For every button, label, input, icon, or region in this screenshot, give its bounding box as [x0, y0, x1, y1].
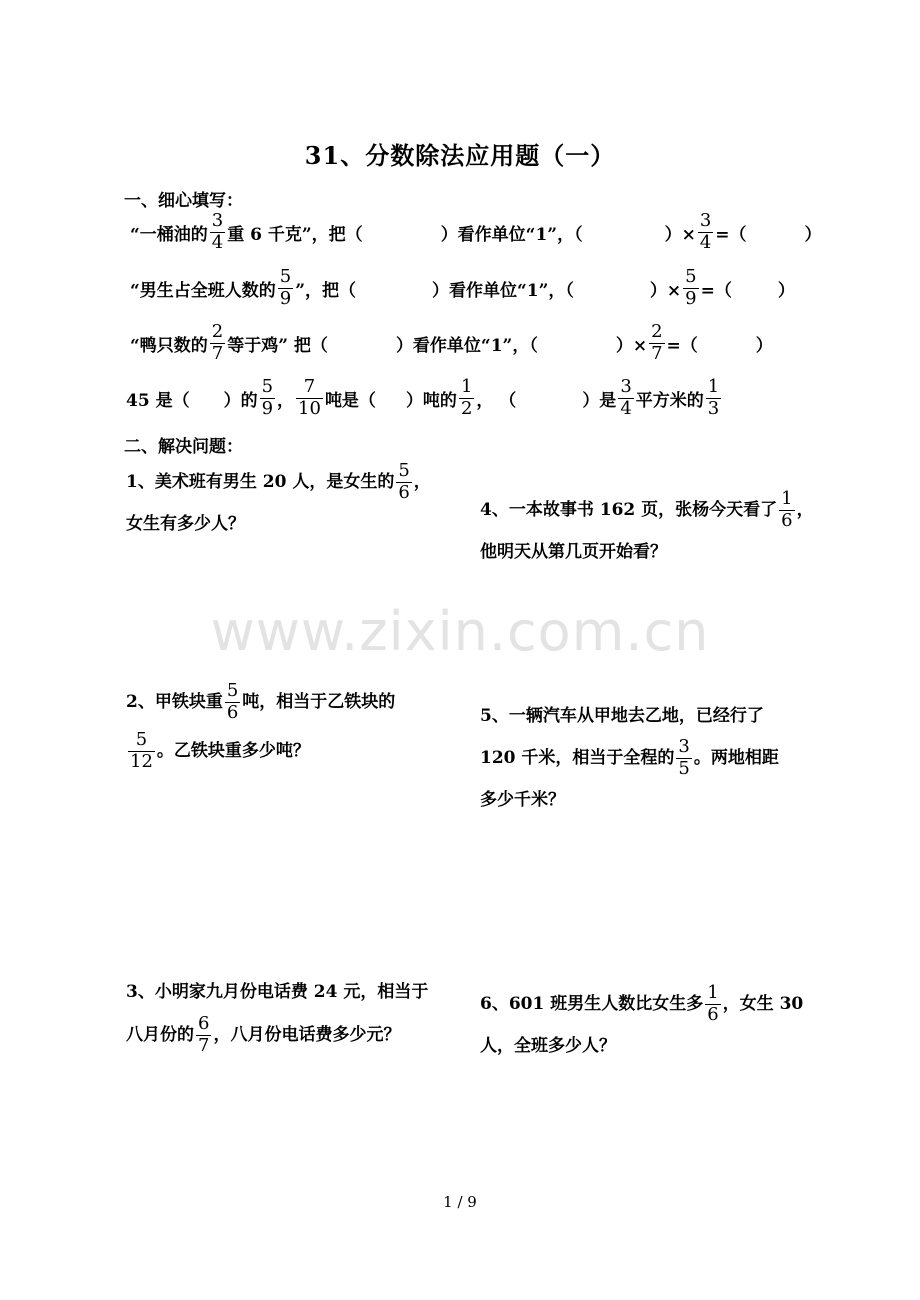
text: ，	[413, 471, 431, 492]
text: 。乙铁块重多少吨？	[156, 740, 310, 761]
text: ，	[796, 499, 814, 520]
problem-3	[126, 972, 428, 1058]
fraction	[396, 459, 411, 503]
fraction	[706, 378, 721, 419]
denominator: 6	[781, 509, 793, 531]
fraction	[683, 268, 698, 309]
fraction	[618, 378, 633, 419]
fill-line-3	[130, 323, 773, 364]
page-number: 1 / 9	[443, 1193, 477, 1211]
text: 人，全班多少人？	[480, 1035, 616, 1056]
text: 吨是（	[324, 390, 376, 411]
text: ，女生 30	[722, 993, 804, 1014]
numerator: 5	[261, 376, 274, 397]
numerator: 6	[198, 1012, 210, 1034]
fraction	[779, 487, 794, 531]
denominator: 6	[226, 701, 239, 723]
denominator: 4	[211, 231, 224, 253]
text: ）的	[223, 390, 258, 411]
fill-line-1	[130, 212, 822, 253]
text: ， （	[476, 390, 517, 411]
numerator: 3	[678, 735, 690, 757]
text: “一桶油的	[130, 224, 208, 245]
page-title: 31、分数除法应用题（一）	[304, 141, 616, 170]
numerator: 1	[707, 981, 719, 1003]
section-fill-in-heading: 一、细心填写：	[124, 191, 243, 211]
text: 4、一本故事书 162 页，张杨今天看了	[480, 499, 778, 520]
text: ）看作单位“1”，（	[440, 224, 583, 245]
problem-5	[480, 696, 779, 820]
text: 5、一辆汽车从甲地去乙地，已经行了	[480, 705, 764, 726]
section-problems-heading: 二、解决问题：	[124, 437, 243, 457]
text: ）×	[649, 280, 682, 301]
text: 45 是（	[126, 390, 190, 411]
denominator: 10	[298, 397, 321, 419]
text: 2、甲铁块重	[126, 691, 223, 712]
numerator: 2	[651, 321, 663, 342]
numerator: 1	[707, 376, 720, 397]
text: ）×	[615, 335, 648, 356]
text: ）是	[582, 390, 617, 411]
text: ）	[777, 280, 795, 301]
numerator: 5	[398, 459, 410, 481]
denominator: 12	[130, 750, 153, 772]
fraction	[196, 1012, 211, 1056]
denominator: 7	[211, 342, 224, 364]
numerator: 7	[303, 376, 316, 397]
problem-4	[480, 487, 814, 574]
denominator: 9	[261, 397, 274, 419]
text: =（	[700, 280, 732, 301]
problem-6	[480, 981, 804, 1068]
denominator: 9	[685, 287, 697, 309]
text: 吨，相当于乙铁块的	[242, 691, 396, 712]
text: 八月份的	[126, 1024, 194, 1045]
fraction	[296, 378, 323, 419]
denominator: 2	[460, 397, 473, 419]
text: =（	[715, 224, 747, 245]
fraction	[210, 323, 225, 364]
numerator: 2	[211, 321, 224, 342]
fraction	[676, 735, 691, 779]
fill-line-4	[126, 378, 723, 419]
fill-line-2	[130, 268, 795, 309]
text: 6、601 班男生人数比女生多	[480, 993, 704, 1014]
denominator: 5	[678, 757, 690, 779]
text: ）看作单位“1”，（	[432, 280, 574, 301]
text: =（	[666, 335, 698, 356]
text: 重 6 千克”，把（	[227, 224, 363, 245]
denominator: 4	[620, 397, 632, 419]
denominator: 4	[699, 231, 712, 253]
numerator: 3	[211, 210, 224, 231]
fraction	[128, 728, 155, 772]
text: ）	[755, 335, 773, 356]
text: ）看作单位“1”，（	[395, 335, 538, 356]
text: 他明天从第几页开始看？	[480, 541, 667, 562]
numerator: 5	[279, 266, 292, 287]
fraction	[210, 212, 225, 253]
numerator: 5	[135, 728, 148, 750]
problem-1	[126, 459, 431, 546]
denominator: 7	[651, 342, 663, 364]
denominator: 9	[279, 287, 292, 309]
text: 平方米的	[635, 390, 704, 411]
text: 120 千米，相当于全程的	[480, 747, 675, 768]
text: 1、美术班有男生 20 人，是女生的	[126, 471, 395, 492]
numerator: 5	[685, 266, 697, 287]
fraction	[260, 378, 275, 419]
fraction	[225, 679, 240, 723]
text: ，	[277, 390, 295, 411]
denominator: 6	[707, 1003, 719, 1025]
text: 。两地相距	[693, 747, 779, 768]
text: 3、小明家九月份电话费 24 元，相当于	[126, 981, 429, 1002]
numerator: 1	[781, 487, 793, 509]
denominator: 3	[707, 397, 720, 419]
fraction	[649, 323, 664, 364]
denominator: 6	[398, 481, 410, 503]
numerator: 5	[226, 679, 239, 701]
text: 女生有多少人？	[126, 513, 245, 534]
numerator: 3	[699, 210, 712, 231]
fraction	[698, 212, 713, 253]
problem-2	[126, 679, 396, 780]
text: 等于鸡” 把（	[227, 335, 328, 356]
text: ）	[804, 224, 822, 245]
text: ，八月份电话费多少元？	[213, 1024, 401, 1045]
fraction	[278, 268, 293, 309]
text: ”，把（	[295, 280, 357, 301]
watermark: www.zixin.com.cn	[210, 600, 710, 663]
text: ）吨的	[405, 390, 457, 411]
text: “鸭只数的	[130, 335, 208, 356]
text: “男生占全班人数的	[130, 280, 276, 301]
fraction	[459, 378, 474, 419]
text: 多少千米？	[480, 789, 565, 810]
numerator: 3	[620, 376, 632, 397]
numerator: 1	[460, 376, 473, 397]
fraction	[705, 981, 720, 1025]
denominator: 7	[198, 1034, 210, 1056]
text: ）×	[664, 224, 696, 245]
